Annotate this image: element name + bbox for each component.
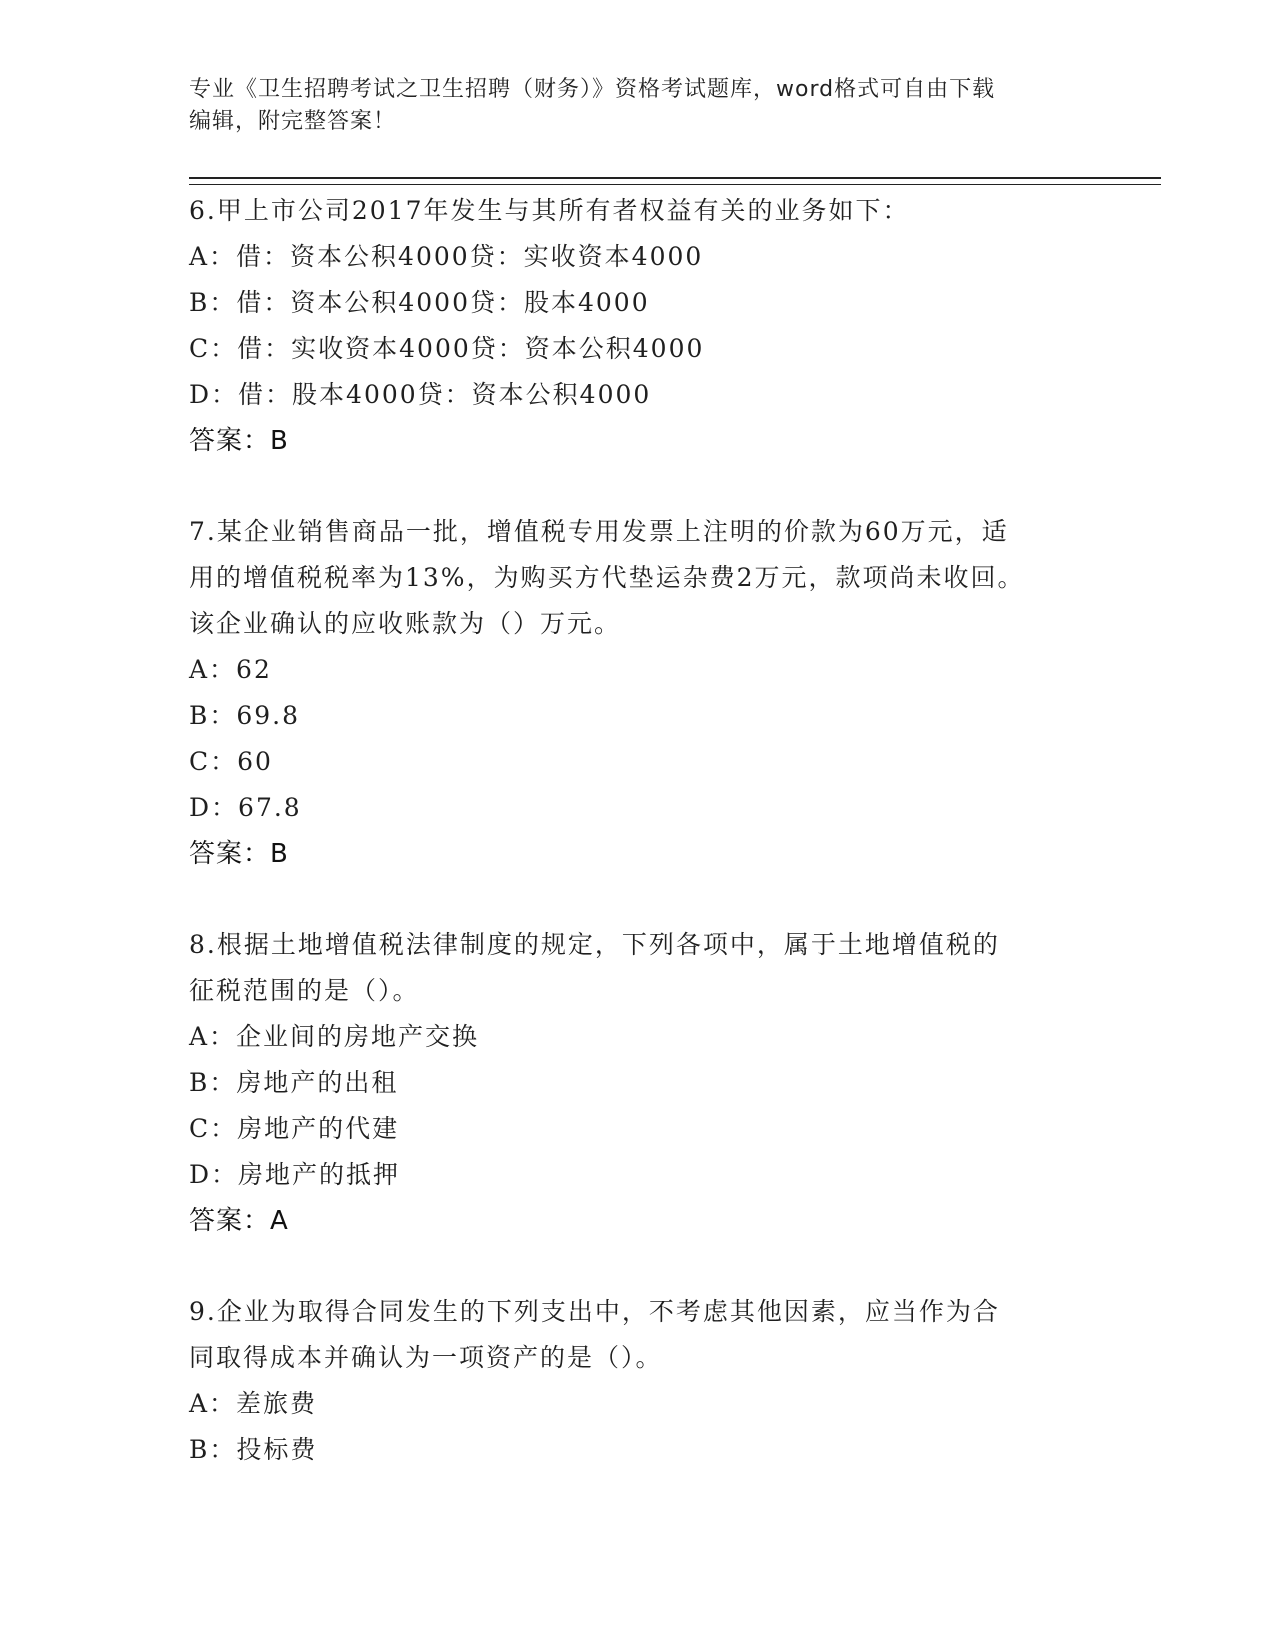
option-a: A：差旅费 bbox=[189, 1389, 318, 1418]
question-stem-line: 同取得成本并确认为一项资产的是（）。 bbox=[189, 1343, 663, 1372]
option-b: B：69.8 bbox=[189, 701, 301, 730]
answer-label: 答案：B bbox=[189, 839, 289, 869]
question-list bbox=[189, 188, 1089, 1473]
header-line-2: 编辑，附完整答案！ bbox=[189, 109, 397, 134]
question-stem-line: 该企业确认的应收账款为（）万元。 bbox=[189, 609, 622, 638]
option-d: D：67.8 bbox=[189, 793, 302, 822]
question-9 bbox=[189, 1289, 1089, 1473]
option-c: C：房地产的代建 bbox=[189, 1114, 400, 1143]
option-c: C：借：实收资本4000贷：资本公积4000 bbox=[189, 334, 705, 363]
question-stem-line: 7.某企业销售商品一批，增值税专用发票上注明的价款为60万元，适 bbox=[189, 517, 1009, 546]
question-stem-line: 8.根据土地增值税法律制度的规定，下列各项中，属于土地增值税的 bbox=[189, 930, 1000, 959]
question-stem-line: 6.甲上市公司2017年发生与其所有者权益有关的业务如下： bbox=[189, 196, 910, 225]
option-b: B：借：资本公积4000贷：股本4000 bbox=[189, 288, 650, 317]
question-stem-line: 9.企业为取得合同发生的下列支出中，不考虑其他因素，应当作为合 bbox=[189, 1297, 1000, 1326]
header-line-1: 专业《卫生招聘考试之卫生招聘（财务）》资格考试题库，word格式可自由下载 bbox=[189, 77, 996, 102]
option-b: B：房地产的出租 bbox=[189, 1068, 399, 1097]
question-7 bbox=[189, 509, 1089, 877]
option-a: A：借：资本公积4000贷：实收资本4000 bbox=[189, 242, 704, 271]
option-d: D：房地产的抵押 bbox=[189, 1160, 401, 1189]
answer-label: 答案：B bbox=[189, 426, 289, 456]
option-c: C：60 bbox=[189, 747, 273, 776]
option-a: A：企业间的房地产交换 bbox=[189, 1022, 480, 1051]
spacer bbox=[189, 1244, 1089, 1289]
option-a: A：62 bbox=[189, 655, 272, 684]
question-8 bbox=[189, 922, 1089, 1244]
question-stem-line: 征税范围的是（）。 bbox=[189, 976, 420, 1005]
option-b: B：投标费 bbox=[189, 1435, 318, 1464]
question-stem-line: 用的增值税税率为13%，为购买方代垫运杂费2万元，款项尚未收回。 bbox=[189, 563, 1025, 592]
header-divider-thin bbox=[189, 184, 1161, 185]
document-header bbox=[189, 74, 1089, 138]
header-divider-thick bbox=[189, 177, 1161, 179]
option-d: D：借：股本4000贷：资本公积4000 bbox=[189, 380, 652, 409]
answer-label: 答案：A bbox=[189, 1206, 289, 1236]
question-6 bbox=[189, 188, 1089, 464]
spacer bbox=[189, 877, 1089, 922]
spacer bbox=[189, 464, 1089, 509]
